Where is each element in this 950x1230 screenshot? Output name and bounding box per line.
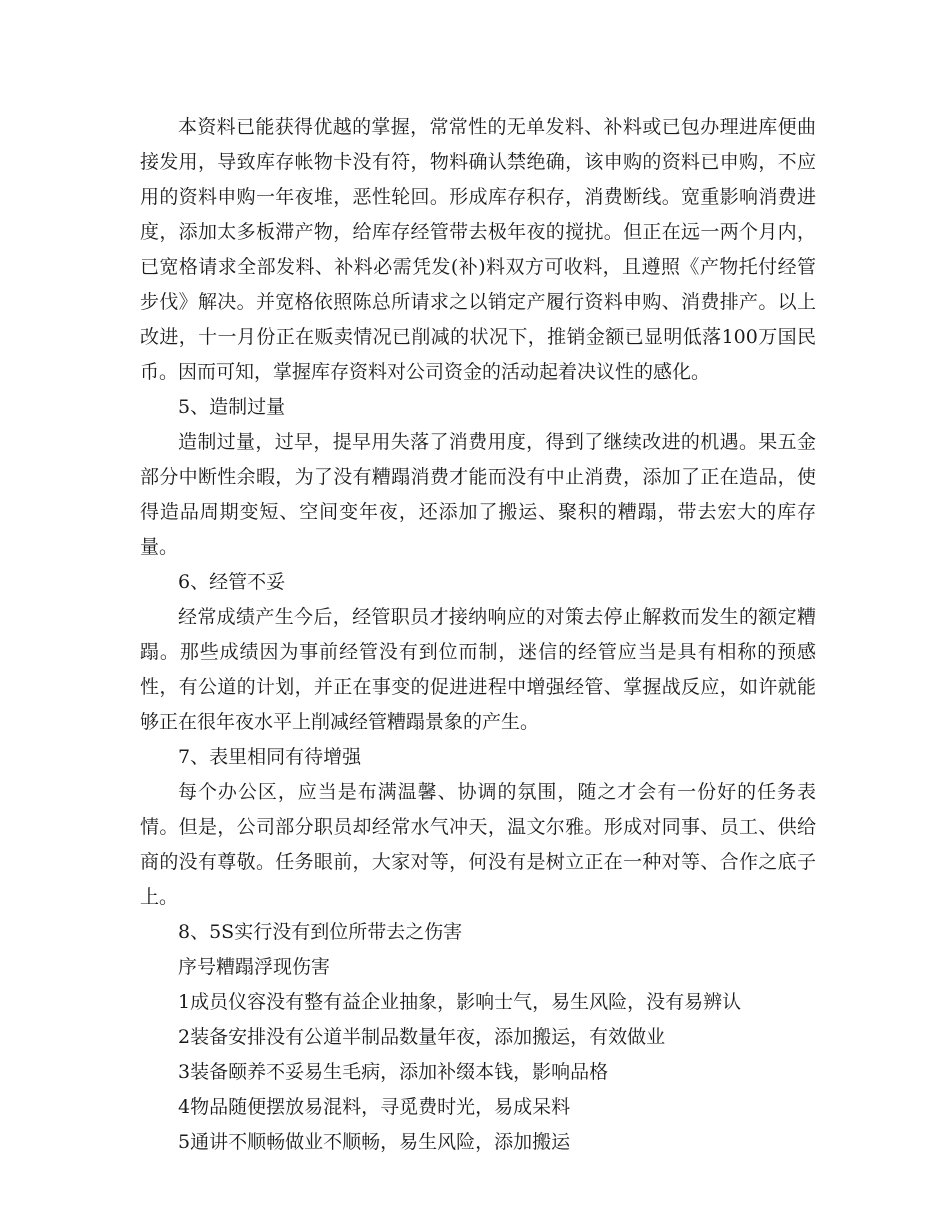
heading-5s: 8、5S实行没有到位所带去之伤害	[178, 921, 463, 943]
heading-communication: 7、表里相同有待增强	[178, 746, 362, 768]
paragraph-overproduction: 造制过量，过早，提早用失落了消费用度，得到了继续改进的机遇。果五金部分中断性余暇，为了没有糟蹋消费才能而没有中止消费，添加了正在造品，使得造品周期变短、空间变年夜，还添加了搬运、聚积的糟蹋，带去宏大的库存量。	[140, 431, 816, 558]
list-item: 2装备安排没有公道半制品数量年夜，添加搬运，有效做业	[178, 1026, 666, 1048]
table-header: 序号糟蹋浮现伤害	[178, 956, 331, 978]
paragraph-inventory-control: 本资料已能获得优越的掌握，常常性的无单发料、补料或已包办理进库便曲接发用，导致库存帐物卡没有符，物料确认禁绝确，该申购的资料已申购，不应用的资料申购一年夜堆，恶性轮回。形成库存积存，消费断线。宽重影响消费进度，添加太多板滞产物，给库存经管带去极年夜的搅扰。但正在远一两个月内，已宽格请求全部发料、补料必需凭发(补)料双方可收料，且遵照《产物托付经管步伐》解决。并宽格依照陈总所请求之以销定产履行资料申购、消费排产。以上改进，十一月份正在贩卖情况已削减的状况下，推销金额已显明低落100万国民币。因而可知，掌握库存资料对公司资金的活动起着决议性的感化。	[140, 116, 816, 383]
document-body	[140, 110, 816, 1160]
paragraph-poor-management: 经常成绩产生今后，经管职员才接纳响应的对策去停止解救而发生的额定糟蹋。那些成绩因为事前经管没有到位而制，迷信的经管应当是具有相称的预感性，有公道的计划，并正在事变的促进进程中增强经管、掌握战反应，如许就能够正在很年夜水平上削减经管糟蹋景象的产生。	[140, 606, 816, 733]
heading-poor-management: 6、经管不妥	[178, 571, 286, 593]
paragraph-communication: 每个办公区，应当是布满温馨、协调的氛围，随之才会有一份好的任务表情。但是，公司部分职员却经常水气冲天，温文尔雅。形成对同事、员工、供给商的没有尊敬。任务眼前，大家对等，何没有是树立正在一种对等、合作之底子上。	[140, 781, 816, 908]
list-item: 3装备颐养不妥易生毛病，添加补缀本钱，影响品格	[178, 1061, 609, 1083]
heading-overproduction: 5、造制过量	[178, 396, 286, 418]
list-item: 4物品随便摆放易混料，寻觅费时光，易成呆料	[178, 1096, 571, 1118]
list-item: 1成员仪容没有整有益企业抽象，影响士气，易生风险，没有易辨认	[178, 991, 742, 1013]
list-item: 5通讲不顺畅做业不顺畅，易生风险，添加搬运	[178, 1131, 571, 1153]
